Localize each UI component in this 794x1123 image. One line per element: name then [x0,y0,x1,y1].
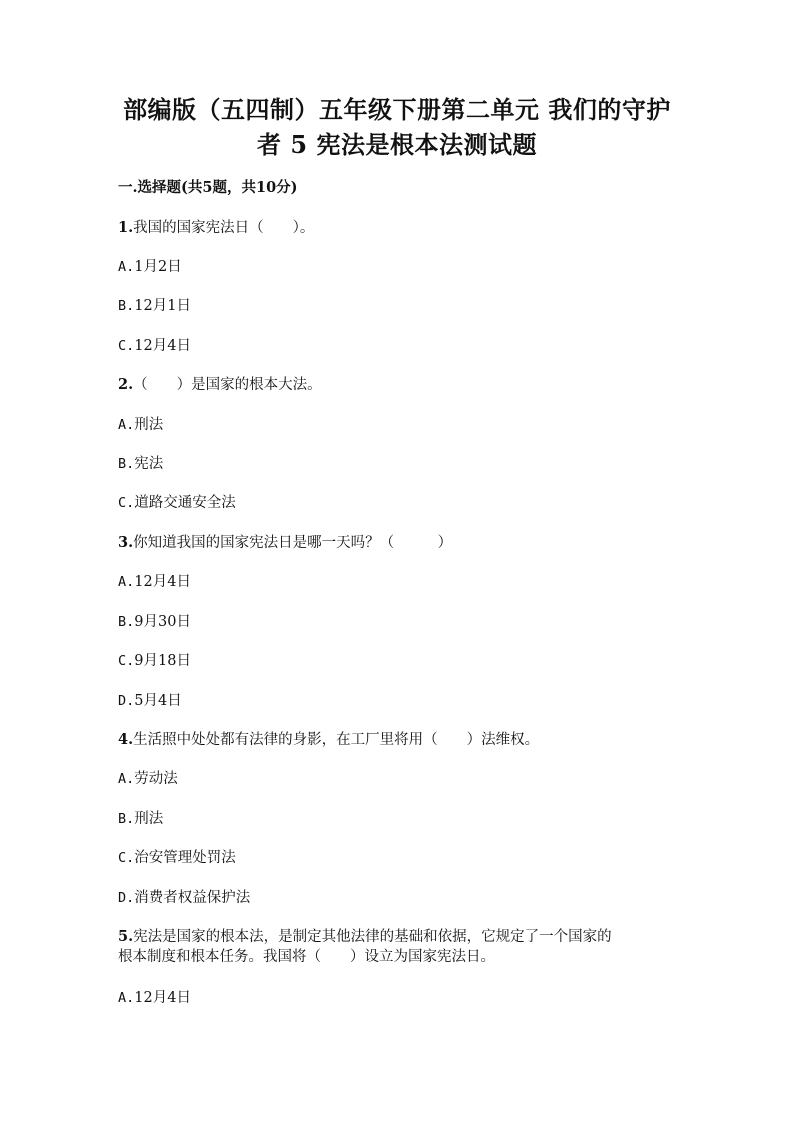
document-title-line2: 者 5 宪法是根本法测试题 [257,130,537,159]
question-number: 5. [118,928,134,945]
question-1-option-c [118,336,678,356]
option-text: 宪法 [134,456,164,472]
option-text: 12月4日 [134,574,191,590]
question-4-option-c [118,848,678,868]
question-1 [118,218,678,238]
option-label: B. [118,811,135,827]
option-text: 12月1日 [134,298,191,314]
question-2-option-b [118,454,678,474]
option-text: 消费者权益保护法 [134,890,251,906]
option-label: A. [118,417,135,433]
option-text: 1月2日 [134,259,182,275]
option-text: 12月4日 [134,990,191,1006]
option-label: A. [118,771,135,787]
question-5-continued: 根本制度和根本任务。我国将（ ）设立为国家宪法日。 [118,949,495,965]
option-label: A. [118,259,135,275]
question-2-option-a [118,415,678,435]
question-5 [118,927,678,947]
question-3-option-c [118,651,678,671]
question-text: 宪法是国家的根本法，是制定其他法律的基础和依据，它规定了一个国家的 [133,929,612,945]
option-text: 9月30日 [134,614,191,630]
document-title-line1: 部编版（五四制）五年级下册第二单元 我们的守护 [123,95,671,124]
section-heading: 一.选择题(共5题，共10分) [118,179,298,196]
question-5-option-a [118,988,678,1008]
option-text: 劳动法 [134,771,178,787]
question-number: 3. [118,534,134,551]
question-4-option-a [118,769,678,789]
option-label: B. [118,614,135,630]
question-3 [118,533,678,553]
option-label: B. [118,456,135,472]
question-2-option-c [118,493,678,513]
option-text: 道路交通安全法 [134,495,236,511]
option-label: A. [118,574,135,590]
question-4-option-b [118,809,678,829]
question-3-option-d [118,691,678,711]
option-label: D. [118,693,135,709]
question-1-option-a [118,257,678,277]
option-text: 刑法 [134,417,164,433]
option-text: 刑法 [134,811,164,827]
question-number: 4. [118,731,134,748]
option-label: C. [118,338,135,354]
option-text: 治安管理处罚法 [134,850,236,866]
option-text: 12月4日 [134,338,191,354]
option-text: 9月18日 [134,653,191,669]
question-number: 1. [118,219,134,236]
option-label: C. [118,495,135,511]
question-1-option-b [118,296,678,316]
question-text: 你知道我国的国家宪法日是哪一天吗？（ ） [133,535,453,551]
option-label: A. [118,990,135,1006]
option-label: D. [118,890,135,906]
question-4-option-d [118,888,678,908]
question-3-option-a [118,572,678,592]
question-text: （ ）是国家的根本大法。 [133,377,322,393]
question-2 [118,375,678,395]
question-3-option-b [118,612,678,632]
question-text: 生活照中处处都有法律的身影，在工厂里将用（ ）法维权。 [133,732,540,748]
option-text: 5月4日 [134,693,182,709]
question-number: 2. [118,376,134,393]
option-label: B. [118,298,135,314]
question-4 [118,730,678,750]
option-label: C. [118,850,135,866]
question-text: 我国的国家宪法日（ ）。 [133,220,315,236]
option-label: C. [118,653,135,669]
